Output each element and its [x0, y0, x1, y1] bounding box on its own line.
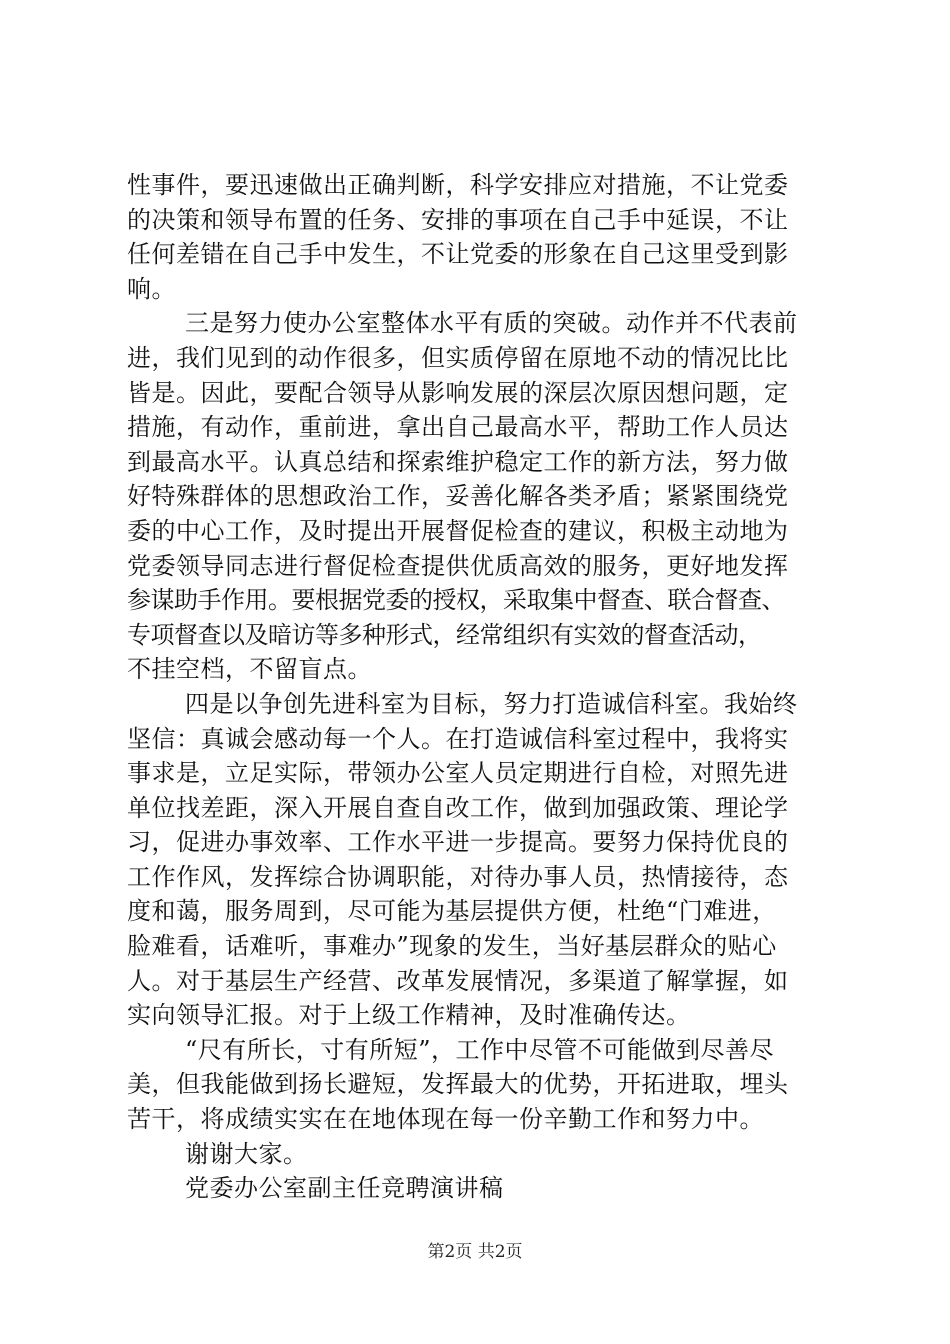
- text-line: 任何差错在自己手中发生，不让党委的形象在自己这里受到影: [127, 240, 789, 269]
- text-line: 参谋助手作用。要根据党委的授权，采取集中督查、联合督查、: [127, 586, 785, 615]
- paragraph-start-line: “尺有所长，寸有所短”，工作中尽管不可能做到尽善尽: [185, 1035, 775, 1064]
- text-line: 性事件，要迅速做出正确判断，科学安排应对措施，不让党委: [127, 171, 789, 199]
- text-line: 党委领导同志进行督促检查提供优质高效的服务，更好地发挥: [127, 551, 789, 580]
- text-line: 单位找差距，深入开展自查自改工作，做到加强政策、理论学: [127, 793, 789, 822]
- text-line: 响。: [127, 274, 176, 303]
- text-line: 苦干，将成绩实实在在地体现在每一份辛勤工作和努力中。: [127, 1105, 764, 1134]
- paragraph-start-line: 四是以争创先进科室为目标，努力打造诚信科室。我始终: [185, 689, 798, 718]
- page-number-footer: 第2页 共2页: [427, 1242, 523, 1262]
- text-line: 不挂空档，不留盲点。: [127, 655, 372, 684]
- text-line: 的决策和领导布置的任务、安排的事项在自己手中延误，不让: [127, 205, 789, 234]
- text-line: 事求是，立足实际，带领办公室人员定期进行自检，对照先进: [127, 759, 789, 788]
- text-line: 度和蔼，服务周到，尽可能为基层提供方便，杜绝“门难进，: [127, 897, 777, 926]
- text-line: 措施，有动作，重前进，拿出自己最高水平，帮助工作人员达: [127, 413, 789, 442]
- text-line: 皆是。因此，要配合领导从影响发展的深层次原因想问题，定: [127, 378, 789, 407]
- text-line: 人。对于基层生产经营、改革发展情况，多渠道了解掌握，如: [127, 966, 789, 995]
- text-line: 委的中心工作，及时提出开展督促检查的建议，积极主动地为: [127, 516, 789, 545]
- text-line: 脸难看，话难听，事难办”现象的发生，当好基层群众的贴心: [127, 932, 777, 961]
- text-line: 到最高水平。认真总结和探索维护稳定工作的新方法，努力做: [127, 447, 789, 476]
- closing-thanks: 谢谢大家。: [185, 1139, 308, 1168]
- text-line: 习，促进办事效率、工作水平进一步提高。要努力保持优良的: [127, 828, 789, 857]
- document-title-line: 党委办公室副主任竞聘演讲稿: [185, 1174, 504, 1203]
- paragraph-start-line: 三是努力使办公室整体水平有质的突破。动作并不代表前: [185, 309, 798, 338]
- text-line: 实向领导汇报。对于上级工作精神，及时准确传达。: [127, 1001, 691, 1030]
- text-line: 专项督查以及暗访等多种形式，经常组织有实效的督查活动，: [127, 620, 762, 649]
- text-line: 工作作风，发挥综合协调职能，对待办事人员，热情接待，态: [127, 862, 789, 891]
- text-line: 坚信：真诚会感动每一个人。在打造诚信科室过程中，我将实: [127, 724, 789, 753]
- text-line: 好特殊群体的思想政治工作，妥善化解各类矛盾；紧紧围绕党: [127, 482, 789, 511]
- text-line: 进，我们见到的动作很多，但实质停留在原地不动的情况比比: [127, 343, 789, 372]
- document-body: [127, 168, 867, 1206]
- text-line: 美，但我能做到扬长避短，发挥最大的优势，开拓进取，埋头: [127, 1070, 789, 1099]
